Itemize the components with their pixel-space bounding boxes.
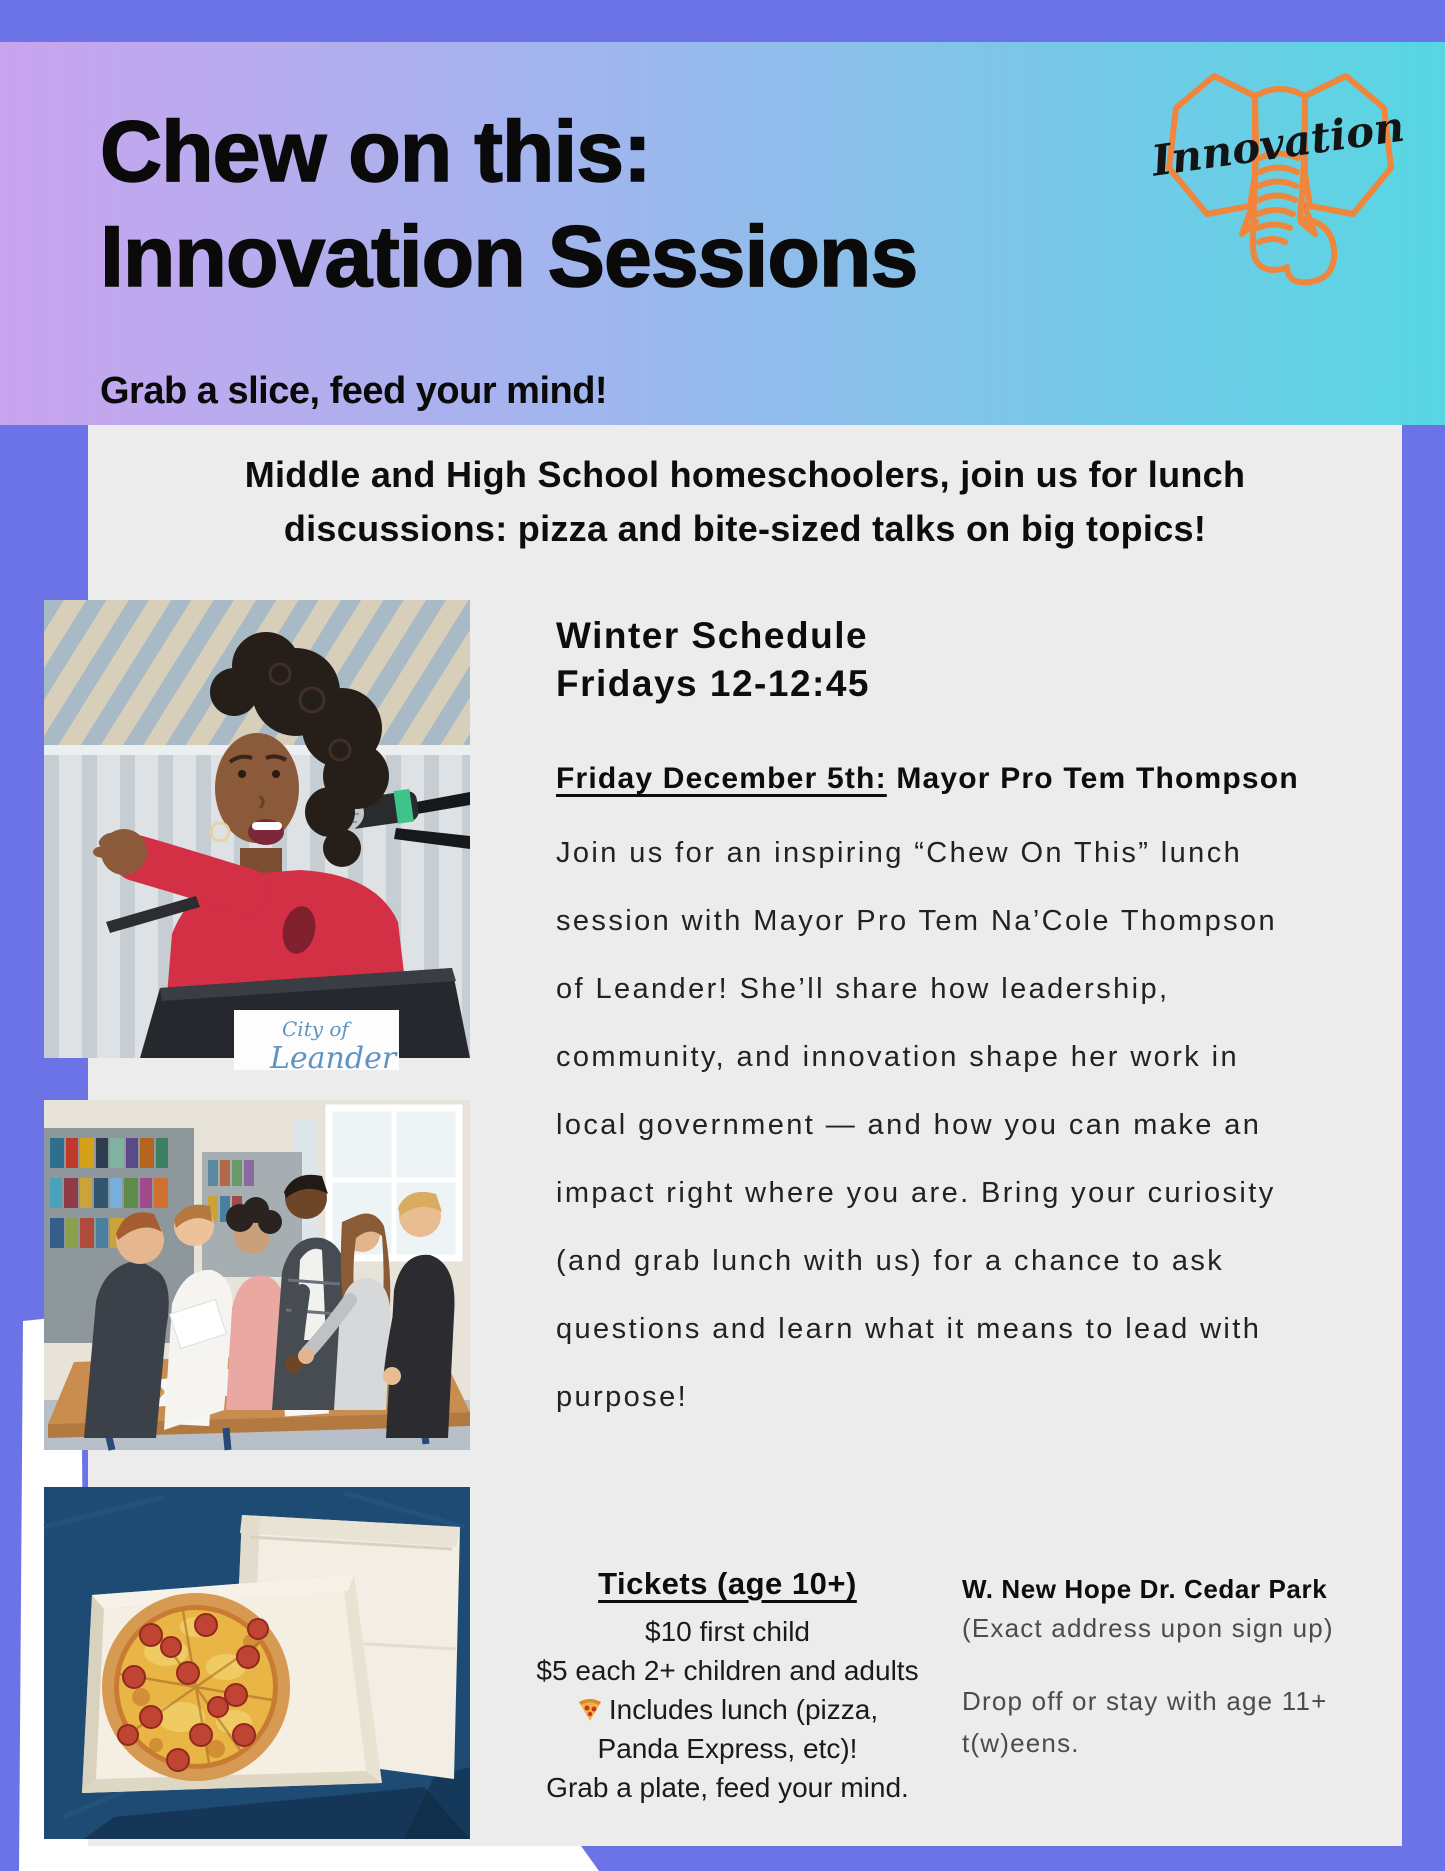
tickets-lunch-text: Includes lunch (pizza, xyxy=(608,1694,879,1725)
pizza-slice-icon xyxy=(577,1693,603,1719)
page-title xyxy=(100,100,917,310)
header-banner xyxy=(0,42,1445,425)
pepperoni-pizza xyxy=(102,1593,290,1781)
innovation-elephant-logo xyxy=(1148,54,1408,284)
intro-statement xyxy=(88,448,1402,556)
tickets-price-additional: $5 each 2+ children and adults xyxy=(536,1655,919,1686)
event-description xyxy=(556,830,1416,1442)
tickets-price-first-child: $10 first child xyxy=(645,1616,810,1647)
location-section xyxy=(962,1574,1362,1764)
title-line-1: Chew on this: xyxy=(100,104,651,200)
description-line: of Leander! She’ll share how leadership, xyxy=(556,973,1170,1005)
tickets-tagline: Grab a plate, feed your mind. xyxy=(546,1772,909,1803)
students-photo xyxy=(44,1100,470,1450)
event-speaker: Mayor Pro Tem Thompson xyxy=(886,762,1299,795)
description-line: community, and innovation shape her work in xyxy=(556,1041,1239,1073)
event-title xyxy=(556,762,1299,796)
speaker-photo xyxy=(44,600,470,1076)
description-line: local government — and how you can make an xyxy=(556,1109,1262,1141)
description-line: Join us for an inspiring “Chew On This” lunch xyxy=(556,837,1243,869)
logo-script-text: Innovation xyxy=(1148,101,1408,186)
elephant-icon xyxy=(1148,54,1408,284)
title-line-2: Innovation Sessions xyxy=(100,208,918,305)
schedule-heading-line-1: Winter Schedule xyxy=(556,615,869,656)
location-dropoff-note: Drop off or stay with age 11+ t(w)eens. xyxy=(962,1686,1328,1758)
description-line: questions and learn what it means to lead with xyxy=(556,1313,1262,1345)
description-line: session with Mayor Pro Tem Na’Cole Thompson xyxy=(556,905,1278,937)
tickets-lunch-text-2: Panda Express, etc)! xyxy=(597,1733,858,1764)
description-line: impact right where you are. Bring your curiosity xyxy=(556,1177,1276,1209)
tickets-lunch-line xyxy=(440,1690,1015,1729)
intro-line-2: discussions: pizza and bite-sized talks on big topics! xyxy=(283,508,1207,549)
location-address: W. New Hope Dr. Cedar Park xyxy=(962,1574,1328,1604)
pizza-photo xyxy=(44,1487,470,1839)
page-subtitle: Grab a slice, feed your mind! xyxy=(100,370,608,412)
podium-sign-city-of: City of xyxy=(282,1017,349,1041)
schedule-heading-line-2: Fridays 12-12:45 xyxy=(556,663,871,705)
tickets-heading: Tickets (age 10+) xyxy=(598,1566,857,1601)
tickets-section xyxy=(440,1566,1015,1807)
description-line: (and grab lunch with us) for a chance to ask xyxy=(556,1245,1225,1277)
schedule-heading xyxy=(556,612,870,708)
description-line: purpose! xyxy=(556,1381,689,1413)
location-address-note: (Exact address upon sign up) xyxy=(962,1613,1334,1643)
podium-sign-leander: Leander xyxy=(270,1041,397,1076)
event-date: Friday December 5th: xyxy=(556,762,887,795)
intro-line-1: Middle and High School homeschoolers, join us for lunch xyxy=(244,454,1246,495)
